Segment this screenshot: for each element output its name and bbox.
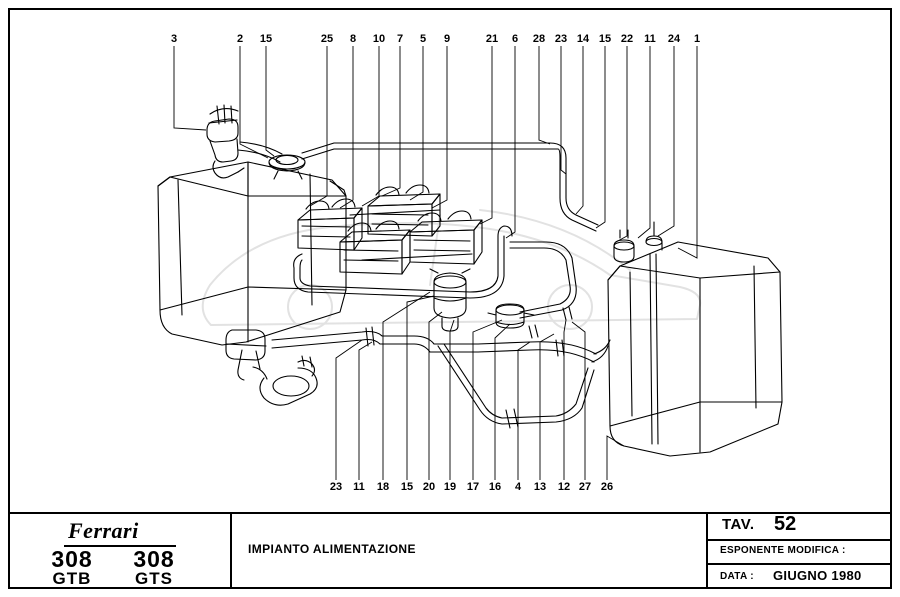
callout-number: 17 [466, 481, 480, 493]
title-block-divider-2 [706, 512, 708, 589]
callout-number: 1 [693, 33, 701, 45]
callout-number: 13 [533, 481, 547, 493]
callout-number: 20 [422, 481, 436, 493]
main-fuel-line [272, 327, 596, 362]
callout-number: 2 [236, 33, 244, 45]
tank-interconnect-hose [592, 340, 610, 362]
right-tank-fittings [614, 222, 662, 262]
callout-number: 10 [372, 33, 386, 45]
model-number: 308 [51, 546, 93, 572]
brand-name: Ferrari [68, 518, 139, 543]
callout-number: 6 [511, 33, 519, 45]
revision-rule [706, 563, 892, 565]
callout-number: 23 [554, 33, 568, 45]
callout-number: 19 [443, 481, 457, 493]
callout-number: 11 [644, 33, 656, 45]
callout-number: 3 [170, 33, 178, 45]
callout-number: 16 [488, 481, 502, 493]
callout-number: 8 [349, 33, 357, 45]
callout-number: 5 [419, 33, 427, 45]
table-number-cell [712, 512, 892, 539]
callout-number: 23 [329, 481, 343, 493]
callout-number: 11 [353, 481, 365, 493]
date-value: GIUGNO 1980 [773, 568, 862, 583]
table-number: 52 [774, 513, 797, 535]
date-label: DATA : [720, 571, 754, 582]
title-block-divider-1 [230, 512, 232, 589]
model-variant: GTB [52, 569, 92, 588]
table-label: TAV. [722, 516, 755, 533]
callout-number: 27 [578, 481, 592, 493]
callout-number: 12 [557, 481, 571, 493]
fuel-filler-neck [207, 105, 244, 178]
left-fuel-tank [158, 162, 346, 345]
fuel-pump-lower-left [226, 330, 317, 405]
drawing-description: IMPIANTO ALIMENTAZIONE [248, 542, 416, 556]
model-variant: GTS [135, 569, 173, 588]
description-cell [236, 512, 706, 589]
watermark-silhouette [203, 210, 700, 329]
callout-number: 15 [598, 33, 612, 45]
callout-number: 18 [376, 481, 390, 493]
callout-number: 7 [396, 33, 404, 45]
revision-label: ESPONENTE MODIFICA : [720, 545, 846, 556]
callout-number: 4 [514, 481, 522, 493]
fuel-system-diagram [10, 10, 890, 505]
callout-number: 15 [259, 33, 273, 45]
callout-number: 9 [443, 33, 451, 45]
carburetor-assembly [298, 185, 482, 274]
model-block-gts [118, 548, 190, 588]
callout-number: 15 [400, 481, 414, 493]
callout-number: 24 [667, 33, 681, 45]
filler-hose [238, 142, 282, 162]
fuel-filter [488, 304, 534, 328]
title-block [8, 512, 892, 589]
callout-number: 14 [576, 33, 590, 45]
model-block-gtb [36, 548, 108, 588]
callout-number: 22 [620, 33, 634, 45]
tav-rule [706, 539, 892, 541]
callout-number: 25 [320, 33, 334, 45]
callout-number: 21 [485, 33, 499, 45]
brand-cell [8, 512, 230, 589]
model-number: 308 [133, 546, 175, 572]
diagram-svg [10, 10, 890, 505]
fuel-line-branch [438, 344, 594, 428]
right-fuel-tank [608, 242, 782, 456]
callout-number: 28 [532, 33, 546, 45]
callout-number: 26 [600, 481, 614, 493]
